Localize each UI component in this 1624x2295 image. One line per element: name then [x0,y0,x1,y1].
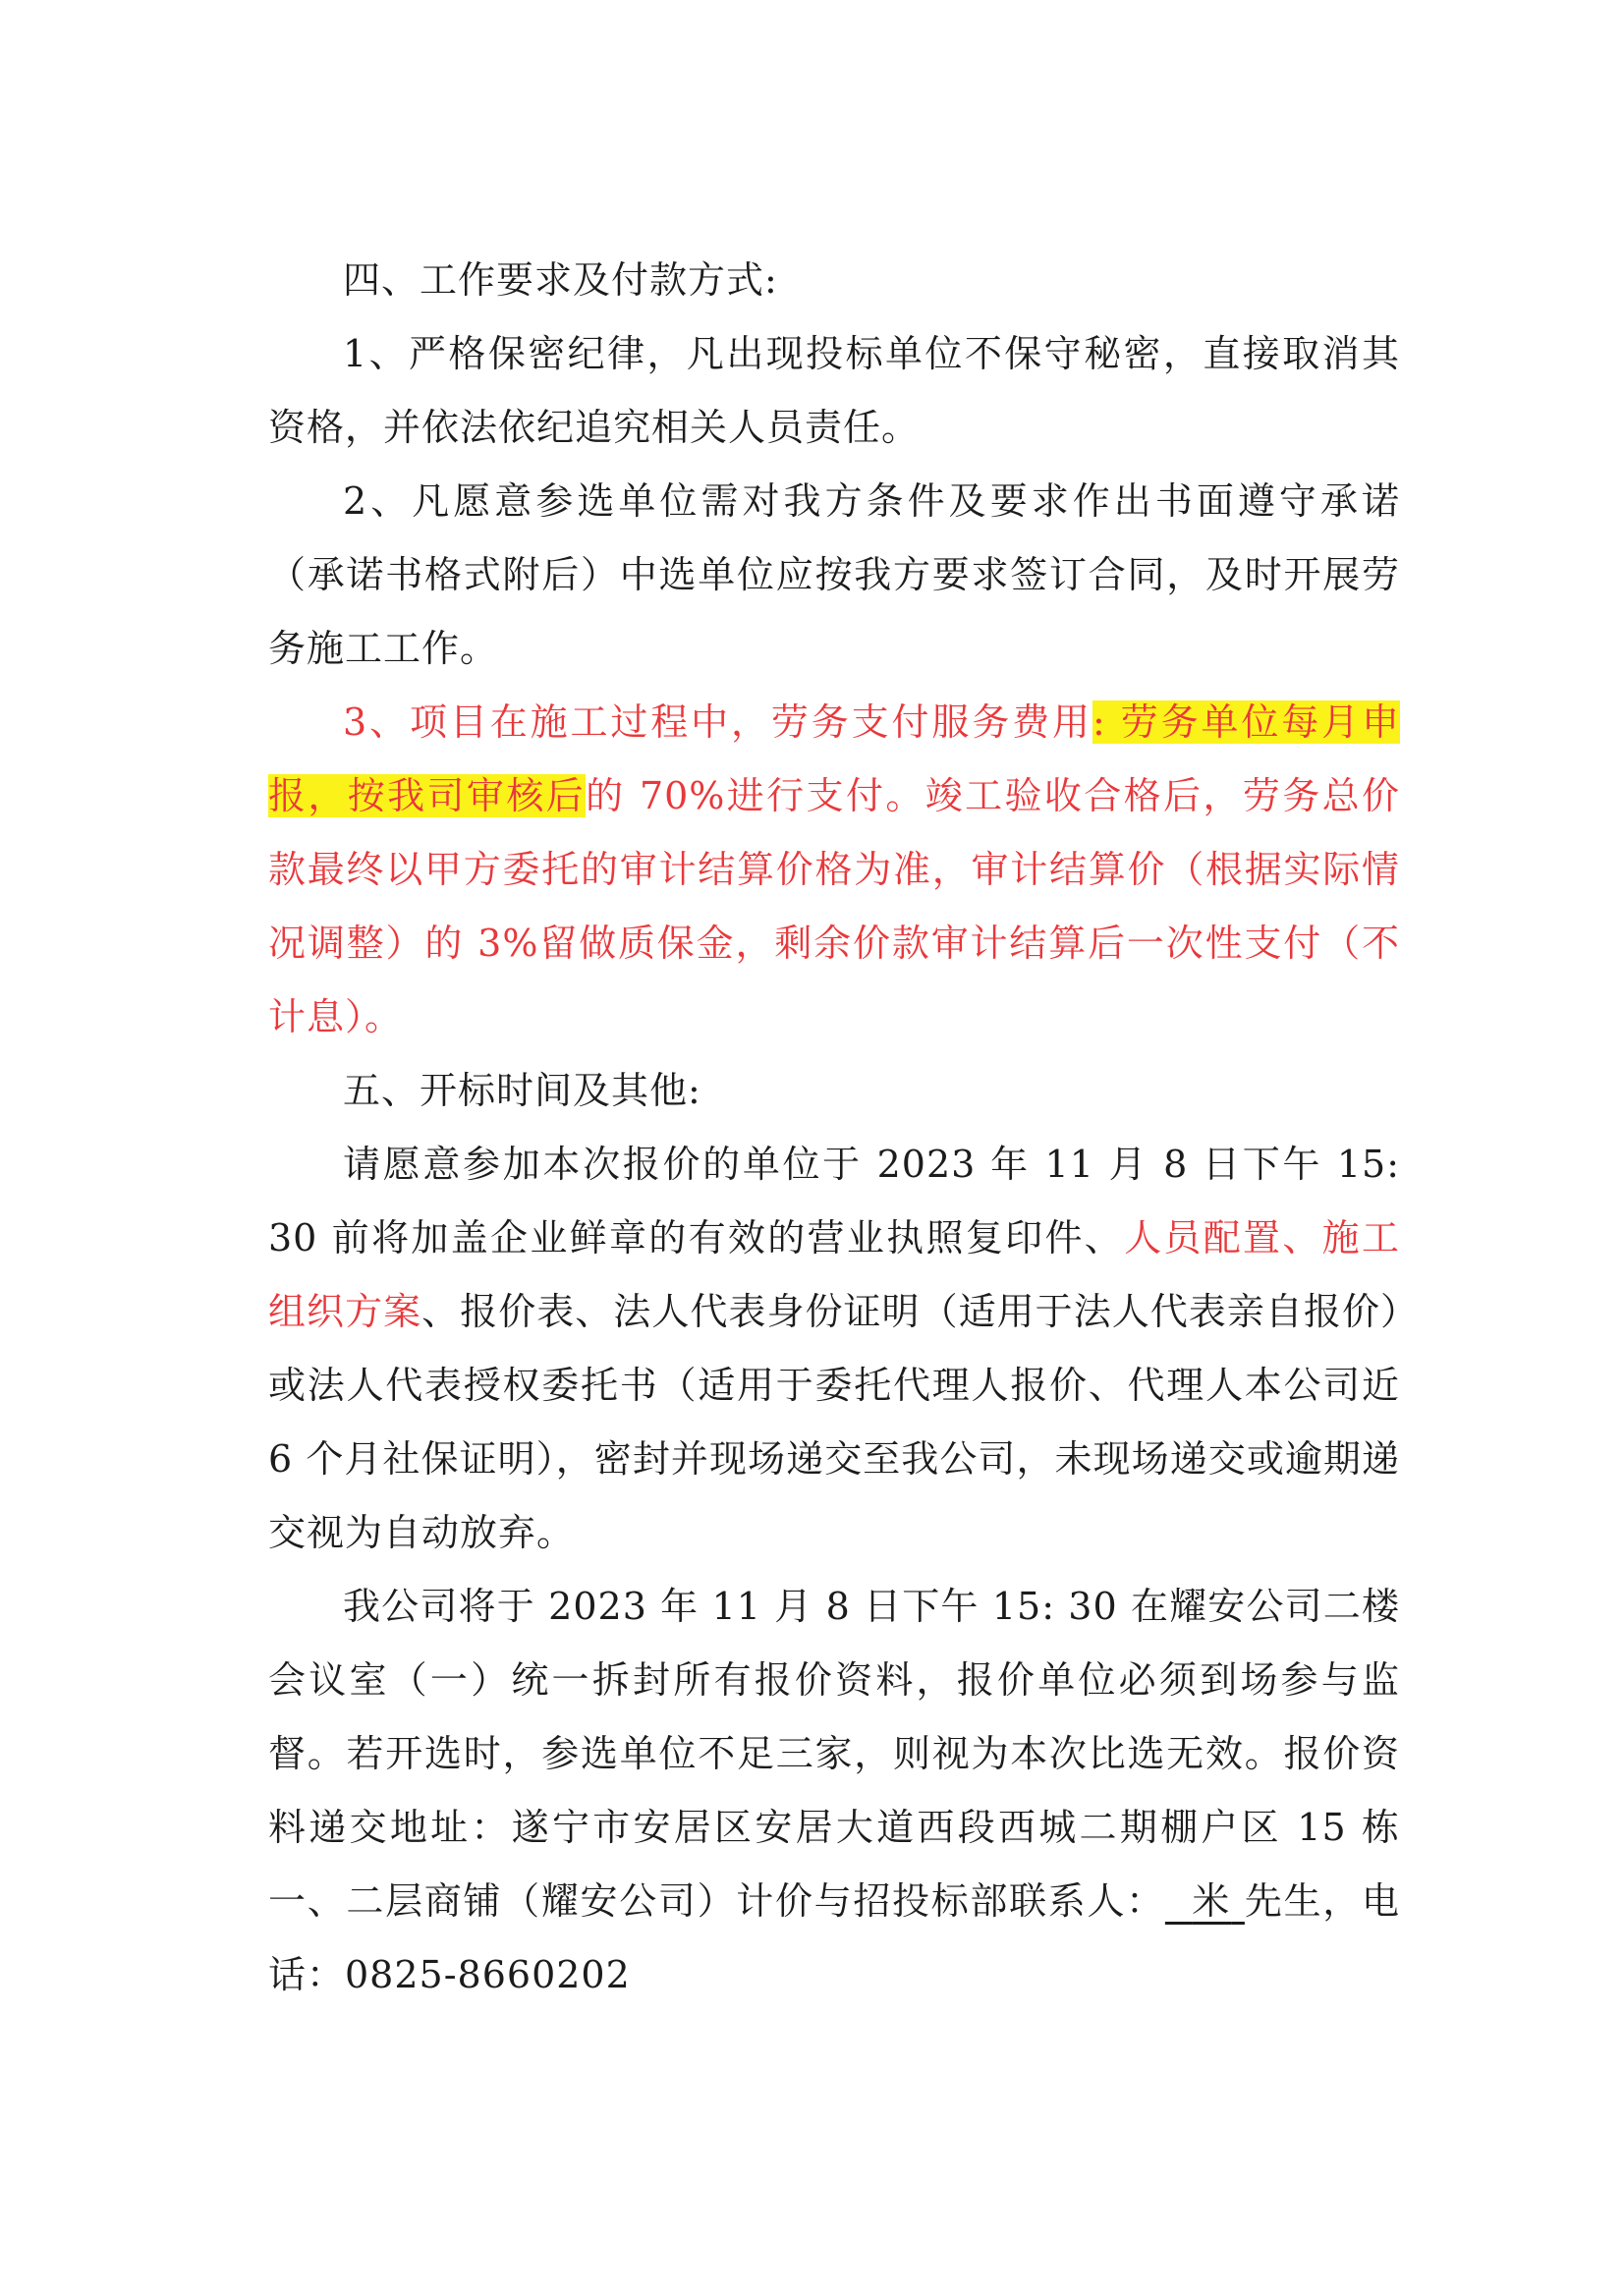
contact-name-text: 米 [1192,1879,1232,1923]
document-body [268,244,1400,2012]
section-5-heading: 五、开标时间及其他: [343,1069,701,1112]
para-1-rest: 、报价表、法人代表身份证明（适用于法人代表亲自报价）或法人代表授权委托书（适用于委托代理人报价、代理人本公司近 6 个月社保证明），密封并现场递交至我公司，未现场递交或逾期递交视为自动放弃。 [268,1290,1400,1554]
section-5-para-1 [268,1128,1400,1570]
item-3-intro: 3、项目在施工过程中，劳务支付服务费用 [343,700,1092,744]
para-2-body: 我公司将于 2023 年 11 月 8 日下午 15: 30 在耀安公司二楼会议室（一）统一拆封所有报价资料，报价单位必须到场参与监督。若开选时，参选单位不足三家，则视为本次比选无效。报价资料递交地址：遂宁市安居区安居大道西段西城二期棚户区 15 栋一、二层商铺（耀安公司）计价与招投标部联系人： [268,1585,1400,1923]
para-1-intro: 请愿意参加本次报价的单位于 2023 年 11 月 8 日下午 15: 30 前将加盖企业鲜章的有效的营业执照复印件、 [268,1143,1400,1259]
section-4-item-3 [268,686,1400,1054]
section-4-heading: 四、工作要求及付款方式: [343,258,778,302]
section-5-para-2 [268,1570,1400,2012]
item-3-payment-terms: 的 70%进行支付。竣工验收合格后，劳务总价款最终以甲方委托的审计结算价格为准，审计结算价（根据实际情况调整）的 3%留做质保金，剩余价款审计结算后一次性支付（不计息）。 [268,774,1400,1038]
item-3-highlighted-text: : 劳务单位每月申报，按我司审核后 [268,700,1400,817]
contact-phone: 先生，电话：0825-8660202 [268,1879,1400,1996]
para-1-red-text: 人员配置、施工组织方案 [268,1216,1400,1333]
section-4-item-2: 2、凡愿意参选单位需对我方条件及要求作出书面遵守承诺（承诺书格式附后）中选单位应按我方要求签订合同，及时开展劳务施工工作。 [268,479,1400,670]
contact-name [1165,1879,1245,1923]
section-4-item-1: 1、严格保密纪律，凡出现投标单位不保守秘密，直接取消其资格，并依法依纪追究相关人员责任。 [268,332,1400,449]
